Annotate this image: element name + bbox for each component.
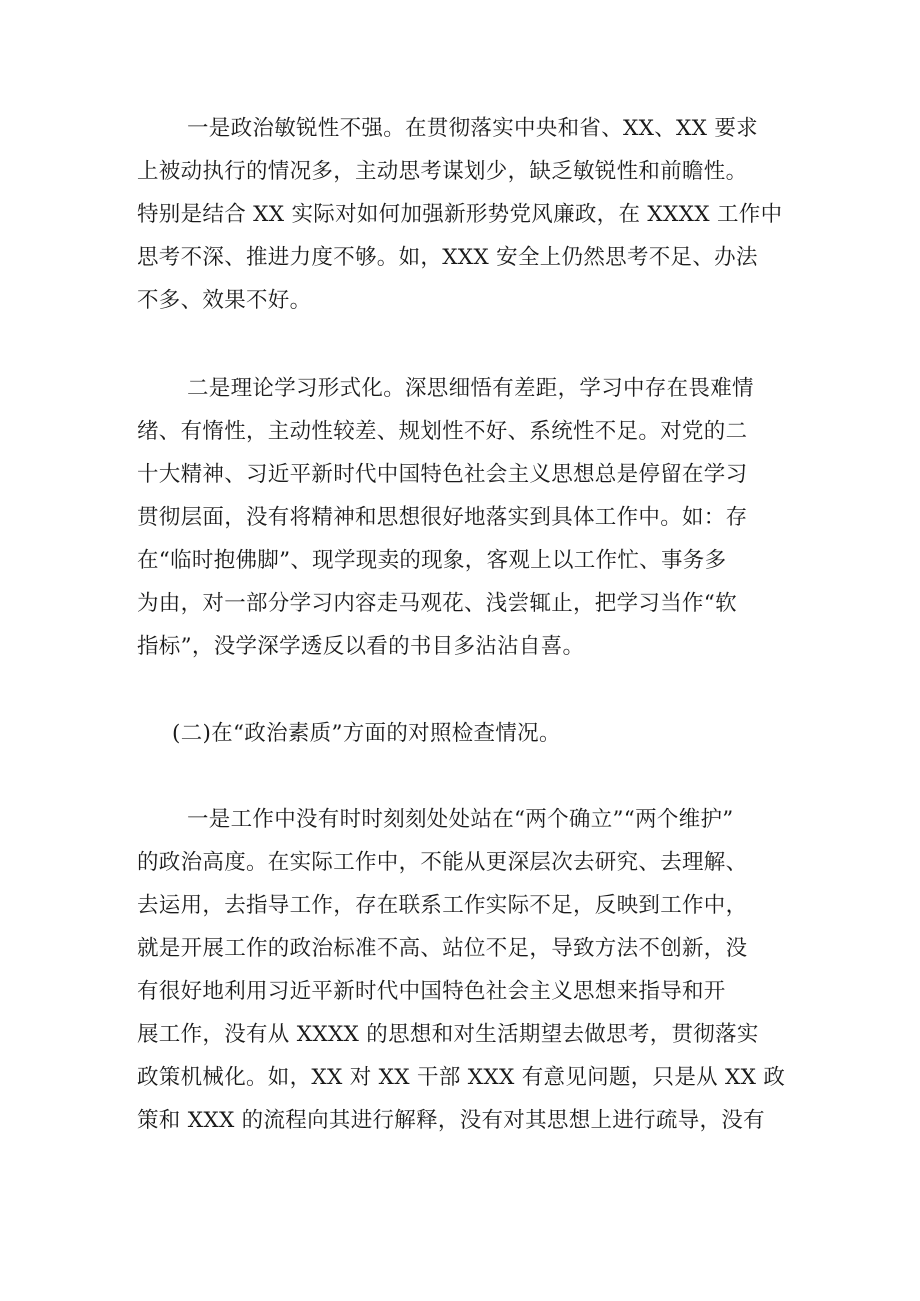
section-heading-text: (二)在“政治素质”方面的对照检查情况。 — [172, 721, 561, 746]
paragraph-line: 在“临时抱佛脚”、现学现卖的现象，客观上以工作忙、事务多 — [137, 548, 727, 573]
paragraph-line: 二是理论学习形式化。深思细悟有差距，学习中存在畏难情 — [187, 376, 754, 401]
paragraph-line: 的政治高度。在实际工作中，不能从更深层次去研究、去理解、 — [137, 850, 748, 875]
paragraph-line: 绪、有惰性，主动性较差、规划性不好、系统性不足。对党的二 — [137, 419, 748, 444]
paragraph-line: 展工作，没有从 XXXX 的思想和对生活期望去做思考，贯彻落实 — [137, 1022, 759, 1047]
paragraph-line: 贯彻层面，没有将精神和思想很好地落实到具体工作中。如：存 — [137, 505, 748, 530]
paragraph-line: 政策机械化。如，XX 对 XX 干部 XXX 有意见问题，只是从 XX 政 — [137, 1065, 786, 1090]
paragraph-line: 不多、效果不好。 — [137, 288, 312, 313]
paragraph-line: 去运用，去指导工作，存在联系工作实际不足，反映到工作中， — [137, 893, 748, 918]
paragraph-political-height — [137, 798, 797, 1142]
paragraph-line: 思考不深、推进力度不够。如，XXX 安全上仍然思考不足、办法 — [137, 245, 758, 270]
paragraph-line: 策和 XXX 的流程向其进行解释，没有对其思想上进行疏导，没有 — [137, 1108, 765, 1133]
paragraph-line: 十大精神、习近平新时代中国特色社会主义思想总是停留在学习 — [137, 462, 748, 487]
section-heading — [137, 712, 797, 755]
paragraph-line: 就是开展工作的政治标准不高、站位不足，导致方法不创新，没 — [137, 936, 748, 961]
paragraph-political-sensitivity — [137, 107, 797, 322]
paragraph-line: 一是工作中没有时时刻刻处处站在“两个确立”“两个维护” — [187, 807, 734, 832]
paragraph-line: 上被动执行的情况多，主动思考谋划少，缺乏敏锐性和前瞻性。 — [137, 159, 748, 184]
paragraph-line: 有很好地利用习近平新时代中国特色社会主义思想来指导和开 — [137, 979, 726, 1004]
paragraph-line: 指标”，没学深学透反以看的书目多沾沾自喜。 — [137, 634, 585, 659]
paragraph-theory-study — [137, 367, 797, 668]
paragraph-line: 一是政治敏锐性不强。在贯彻落实中央和省、XX、XX 要求 — [187, 116, 758, 141]
paragraph-line: 特别是结合 XX 实际对如何加强新形势党风廉政，在 XXXX 工作中 — [137, 202, 783, 227]
paragraph-line: 为由，对一部分学习内容走马观花、浅尝辄止，把学习当作“软 — [137, 591, 737, 616]
